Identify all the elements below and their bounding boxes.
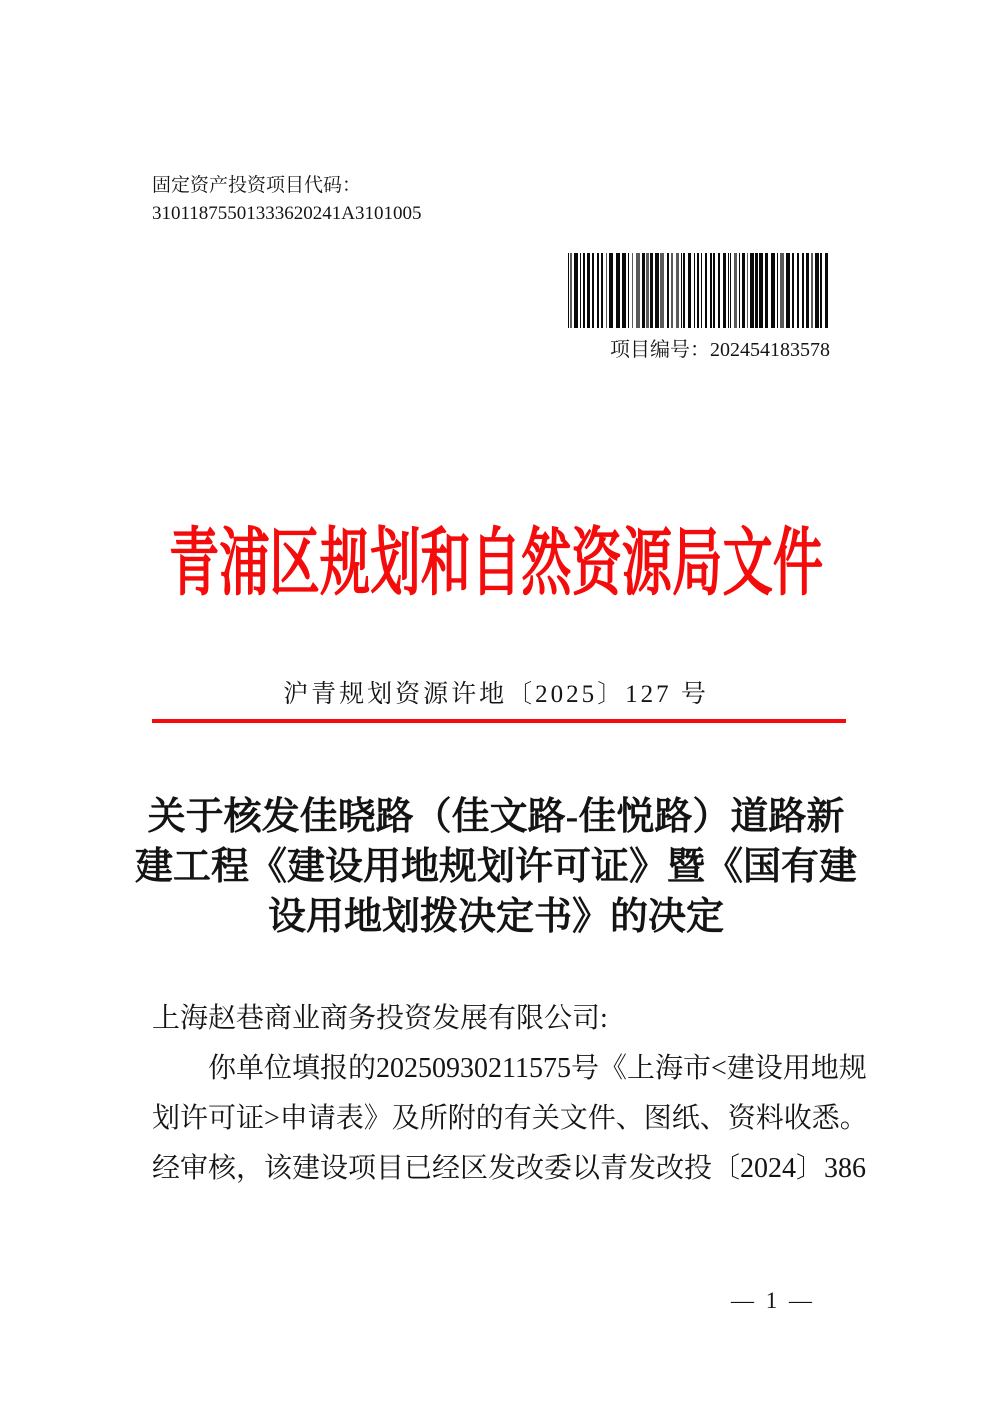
decision-title-line-2: 建工程《建设用地规划许可证》暨《国有建: [134, 846, 857, 888]
barcode-caption: 项目编号：202454183578: [610, 339, 830, 361]
page-number: — 1 —: [731, 1288, 815, 1313]
red-separator-line: [152, 719, 846, 723]
decision-title-line-3: 设用地划拨决定书》的决定: [267, 896, 724, 938]
barcode-icon: [568, 253, 830, 328]
body-line: 经审核，该建设项目已经区发改委以青发改投〔2024〕386: [152, 1153, 867, 1184]
body-text: [152, 994, 868, 1194]
project-code-label: 固定资产投资项目代码：: [152, 175, 362, 196]
body-line: 你单位填报的20250930211575号《上海市<建设用地规: [208, 1053, 867, 1084]
decision-title-line-1: 关于核发佳晓路（佳文路-佳悦路）道路新: [147, 796, 845, 838]
salutation-line: 上海赵巷商业商务投资发展有限公司:: [152, 1003, 608, 1034]
project-code-value: 31011875501333620241A3101005: [152, 203, 422, 224]
project-code-block: [152, 172, 422, 228]
agency-header-title: 青浦区规划和自然资源局文件: [168, 523, 824, 605]
decision-title: [0, 792, 992, 942]
document-number: 沪青规划资源许地〔2025〕127 号: [283, 681, 709, 708]
barcode-block: [568, 253, 830, 362]
body-line: 划许可证>申请表》及所附的有关文件、图纸、资料收悉。: [152, 1103, 868, 1134]
